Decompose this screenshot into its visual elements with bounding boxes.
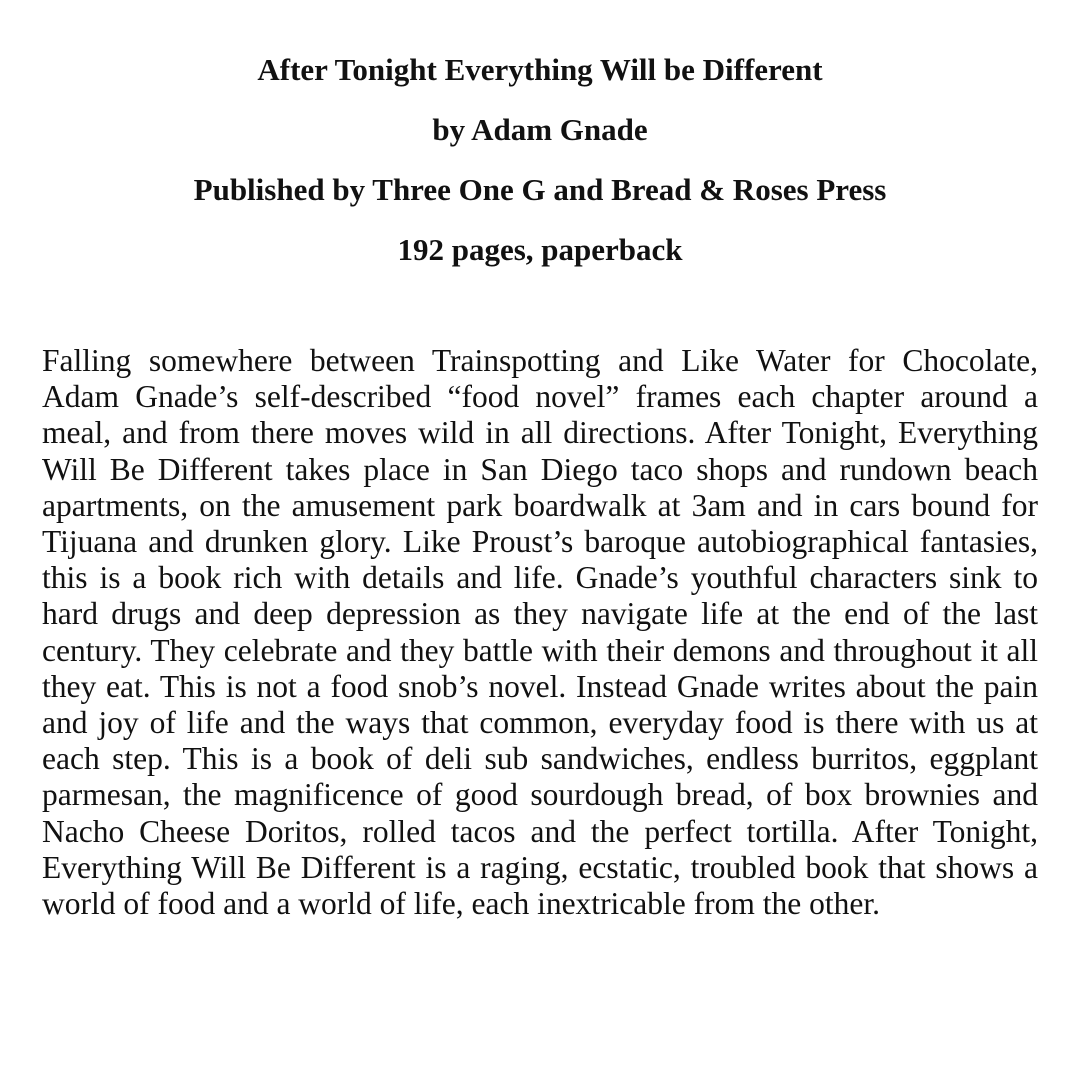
book-format: 192 pages, paperback: [397, 232, 683, 267]
book-publisher: Published by Three One G and Bread & Roses Press: [193, 172, 887, 207]
book-author: by Adam Gnade: [432, 112, 648, 147]
book-description: Falling somewhere between Trainspotting and Like Water for Chocolate, Adam Gnade’s self-described “food novel” frames each chapter around a meal, and from there moves wild in all directions. After Tonight, Everything Will Be Different takes place in San Diego taco shops and rundown beach apartments, on the amusement park boardwalk at 3am and in cars bound for Tijuana and drunken glory. Like Proust’s baroque autobiographical fantasies, this is a book rich with details and life. Gnade’s youthful characters sink to hard drugs and deep depression as they navigate life at the end of the last century. They celebrate and they battle with their demons and throughout it all they eat. This is not a food snob’s novel. Instead Gnade writes about the pain and joy of life and the ways that common, everyday food is there with us at each step. This is a book of deli sub sandwiches, endless burritos, eggplant parmesan, the magnificence of good sourdough bread, of box brownies and Nacho Cheese Doritos, rolled tacos and the perfect tortilla. After Tonight, Everything Will Be Different is a raging, ecstatic, troubled book that shows a world of food and a world of life, each inextricable from the other.: [42, 343, 1038, 922]
book-header: [0, 40, 1080, 280]
book-title: After Tonight Everything Will be Different: [257, 52, 823, 87]
